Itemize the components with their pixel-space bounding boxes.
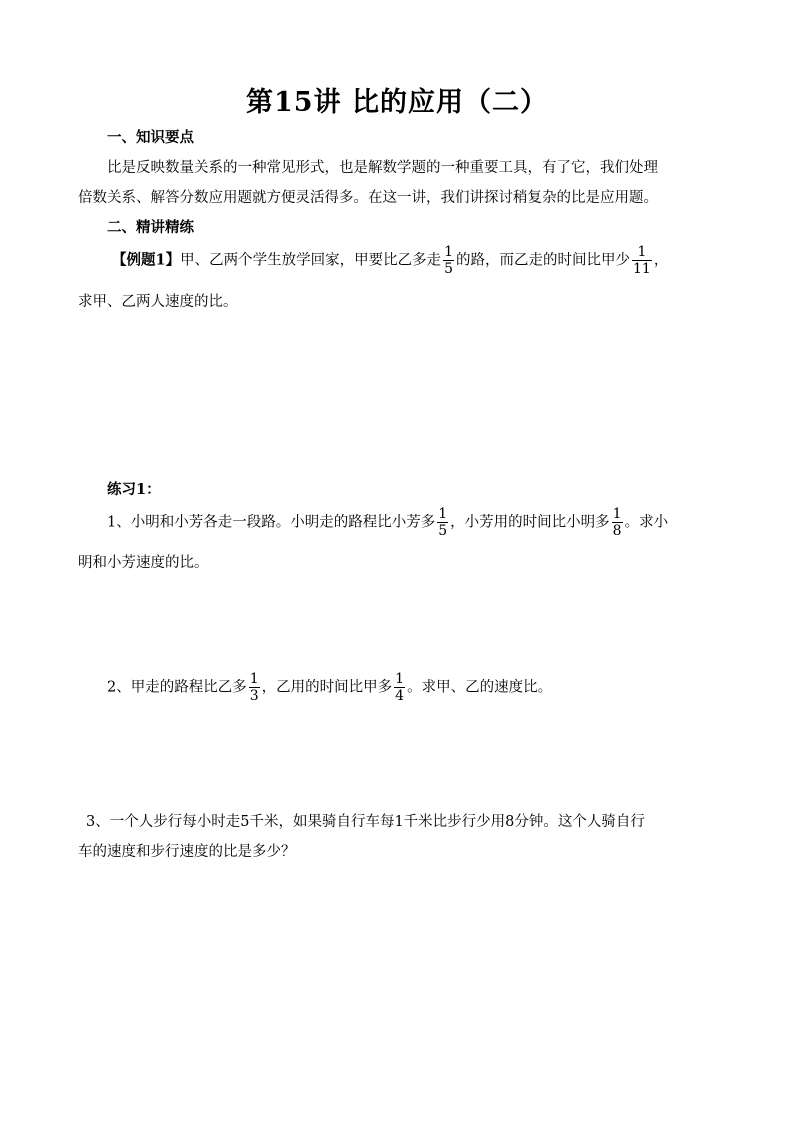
q2-text-b: ，乙用的时间比甲多 <box>261 679 393 696</box>
fraction-denominator: 8 <box>612 523 622 539</box>
q2-text-c: 。求甲、乙的速度比。 <box>407 679 553 696</box>
fraction-numerator: 1 <box>395 671 405 687</box>
q1-text-a: 1、小明和小芳各走一段路。小明走的路程比小芳多 <box>107 514 436 531</box>
fraction-denominator: 11 <box>633 261 651 277</box>
fraction-one-eighth <box>612 506 623 539</box>
section-heading-knowledge: 一、知识要点 <box>107 129 194 146</box>
fraction-numerator: 1 <box>632 244 652 261</box>
fraction-one-fifth <box>437 506 448 539</box>
q1-text-b: ，小芳用的时间比小明多 <box>450 514 610 531</box>
practice-q2-line <box>107 671 552 704</box>
fraction-numerator: 1 <box>438 506 448 522</box>
fraction-one-eleventh <box>632 244 652 277</box>
fraction-denominator: 3 <box>249 688 259 704</box>
fraction-denominator: 5 <box>438 523 448 539</box>
q1-text-c: 。求小 <box>624 514 669 531</box>
example-1-line-2: 求甲、乙两人速度的比。 <box>78 294 238 310</box>
example-1-text-b: 的路，而乙走的时间比甲少 <box>456 252 631 269</box>
practice-q1-line-1 <box>107 506 668 539</box>
intro-paragraph-line-2: 倍数关系、解答分数应用题就方便灵活得多。在这一讲，我们讲探讨稍复杂的比是应用题。 <box>78 190 658 206</box>
intro-paragraph-line-1: 比是反映数量关系的一种常见形式，也是解数学题的一种重要工具，有了它，我们处理 <box>107 160 658 176</box>
example-1-text-a: 甲、乙两个学生放学回家，甲要比乙多走 <box>180 252 442 269</box>
fraction-one-fourth <box>394 671 405 704</box>
practice-q3-line-1: 3、一个人步行每小时走5千米，如果骑自行车每1千米比步行少用8分钟。这个人骑自行 <box>86 814 645 830</box>
fraction-numerator: 1 <box>444 244 454 260</box>
example-1-label: 【例题1】 <box>112 251 181 269</box>
practice-heading: 练习1： <box>107 481 161 498</box>
fraction-numerator: 1 <box>249 671 259 687</box>
fraction-one-third <box>249 671 260 704</box>
practice-q1-line-2: 明和小芳速度的比。 <box>78 555 209 571</box>
fraction-denominator: 4 <box>395 688 405 704</box>
example-1-text-c: ， <box>653 252 669 269</box>
page-title: 第15讲 比的应用（二） <box>246 87 548 118</box>
practice-q3-line-2: 车的速度和步行速度的比是多少？ <box>78 844 296 860</box>
section-heading-practice-intro: 二、精讲精练 <box>107 219 194 236</box>
q2-text-a: 2、甲走的路程比乙多 <box>107 679 247 696</box>
example-1-line-1 <box>112 244 668 277</box>
fraction-one-fifth <box>443 244 454 277</box>
fraction-numerator: 1 <box>612 506 622 522</box>
fraction-denominator: 5 <box>444 261 454 277</box>
